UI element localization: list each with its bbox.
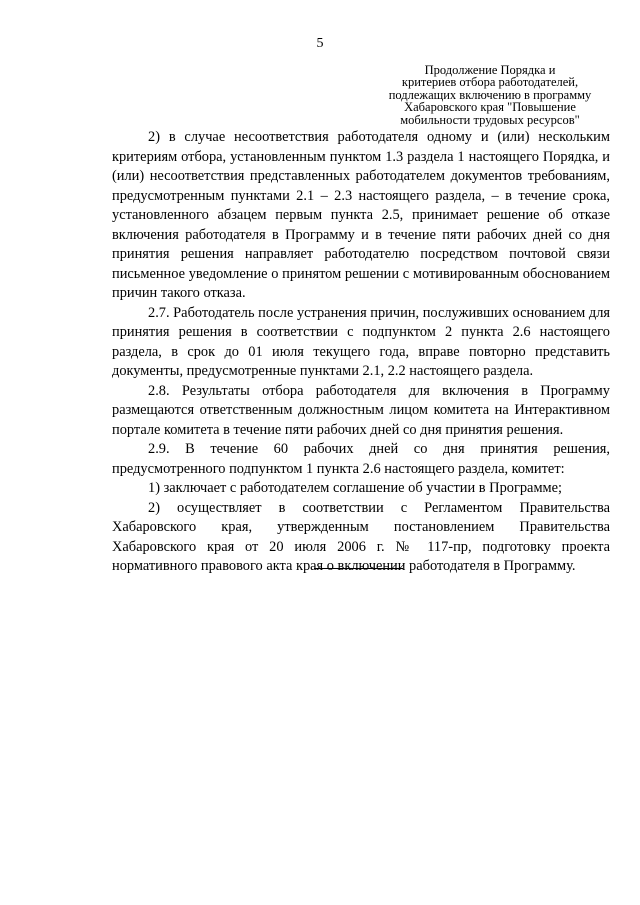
paragraph-2-9-item-1: 1) заключает с работодателем соглашение об участии в Программе; — [148, 480, 563, 496]
header-line: критериев отбора работодателей, — [401, 75, 579, 90]
document-body — [112, 128, 610, 577]
header-line: Хабаровского края "Повышение — [404, 100, 576, 115]
page-number: 5 — [316, 36, 324, 51]
document-header — [360, 64, 620, 126]
paragraph-2-9-item-2: 2) осуществляет в соответствии с Регламентом Правительства Хабаровского края, утвержденным постановлением Правительства Хабаровского края от 20 июля 2006 г. № 117-пр, подготовку проекта нормативного правового акта края о включении работодателя в Программу. — [112, 499, 610, 574]
header-line: подлежащих включению в программу — [388, 87, 592, 102]
header-line: Продолжение Порядка и — [424, 63, 556, 77]
paragraph-2-9: 2.9. В течение 60 рабочих дней со дня принятия решения, предусмотренного подпунктом 1 пункта 2.6 настоящего раздела, комитет: — [112, 441, 610, 477]
header-line: мобильности трудовых ресурсов" — [400, 112, 580, 127]
paragraph-subpoint-2-refusal: 2) в случае несоответствия работодателя одному и (или) нескольким критериям отбора, установленным пунктом 1.3 раздела 1 настоящего Порядка, и (или) несоответствия представленных работодателем документов требованиям, предусмотренным пунктами 2.1 – 2.3 настоящего раздела, – в течение срока, установленного абзацем первым пункта 2.5, принимает решение об отказе включения работодателя в Программу и в течение пяти рабочих дней со дня принятия решения направляет работодателю посредством почтовой связи письменное уведомление о принятом решении с мотивированным обоснованием причин такого отказа. — [112, 129, 610, 301]
end-of-document-divider — [314, 568, 403, 569]
paragraph-2-7: 2.7. Работодатель после устранения причин, послуживших основанием для принятия решения в соответствии с подпунктом 2 пункта 2.6 настоящего раздела, в срок до 01 июля текущего года, вправе повторно представить документы, предусмотренные пунктами 2.1, 2.2 настоящего раздела. — [112, 304, 611, 379]
paragraph-2-8: 2.8. Результаты отбора работодателя для включения в Программу размещаются ответственным должностным лицом комитета на Интерактивном портале комитета в течение пяти рабочих дней со дня принятия решения. — [112, 382, 610, 438]
